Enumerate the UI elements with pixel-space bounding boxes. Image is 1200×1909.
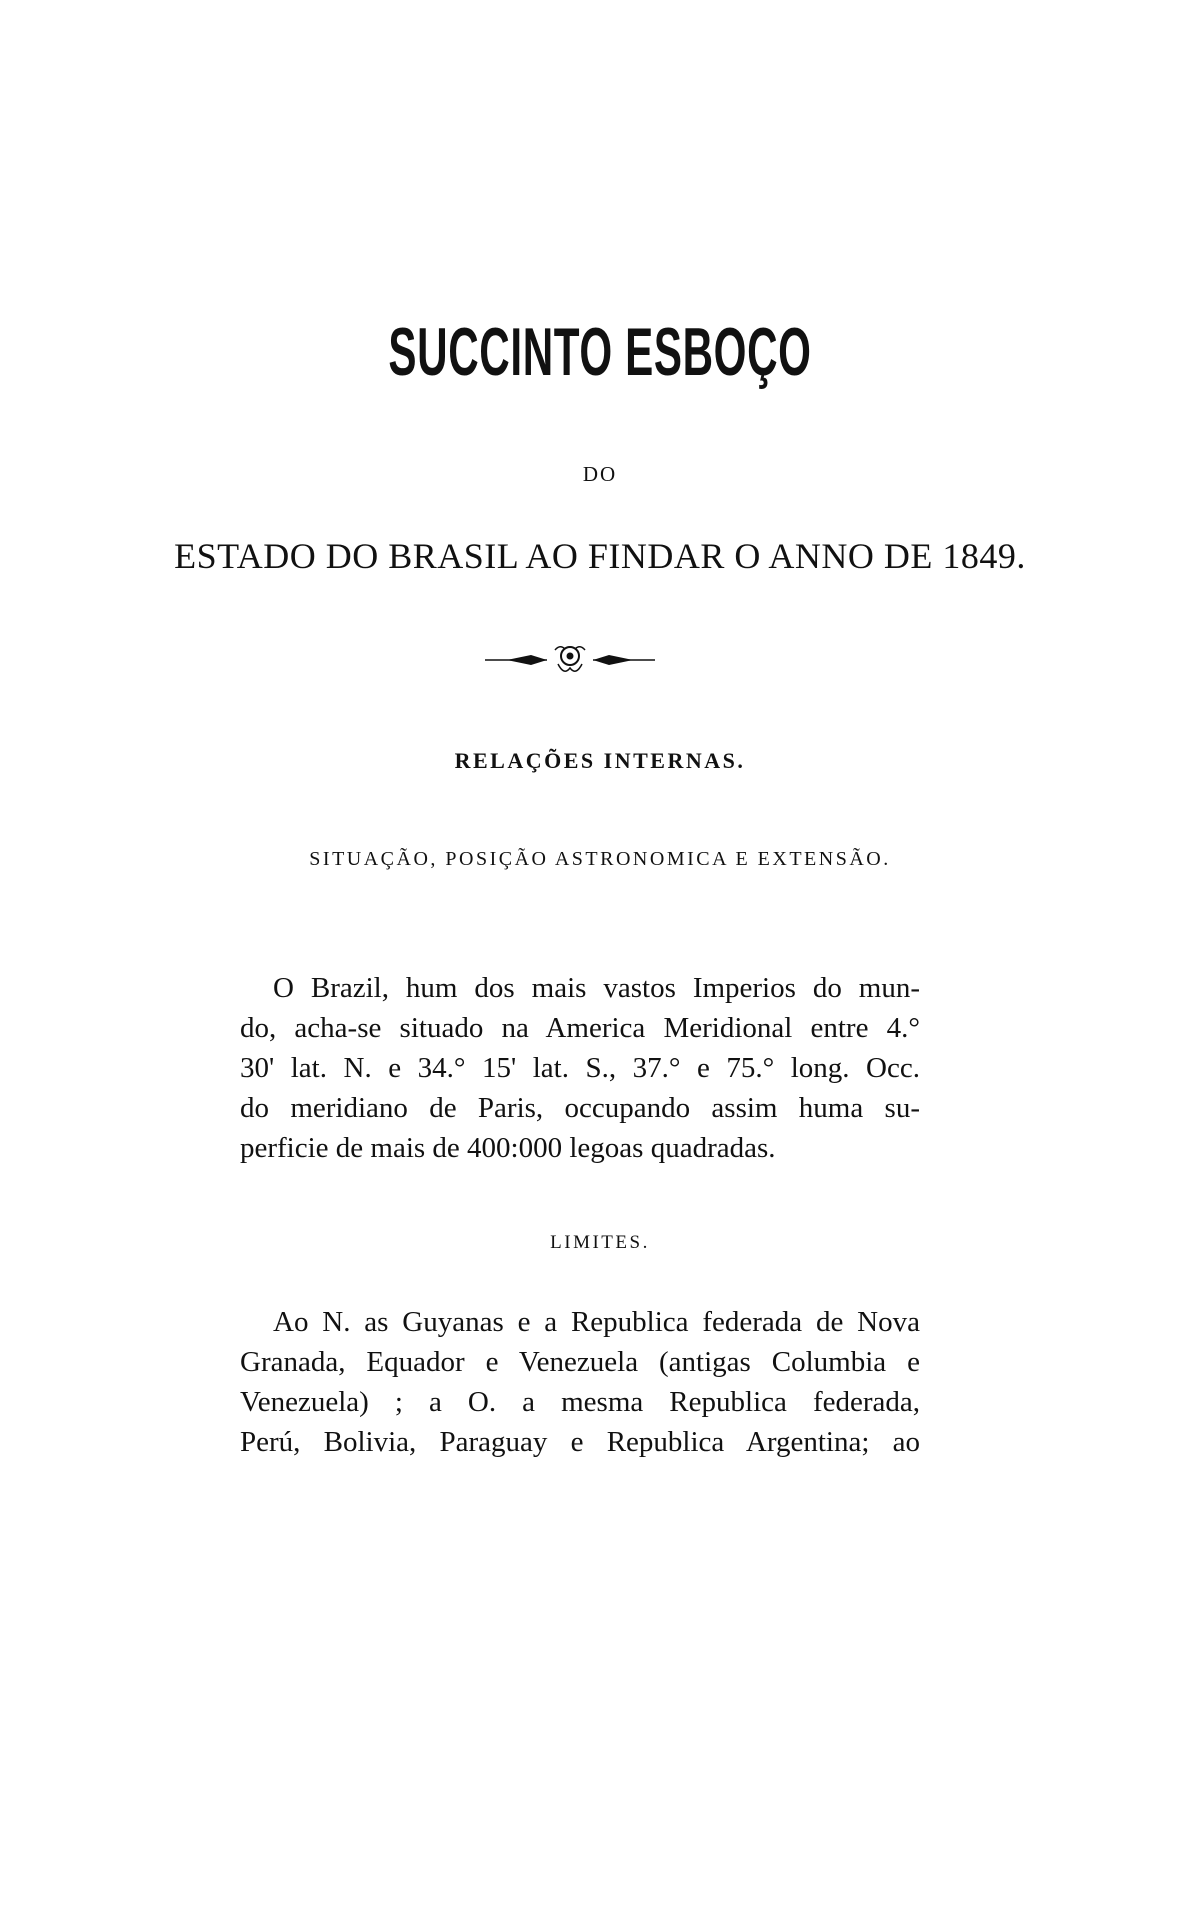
text-line: do, acha-se situado na America Meridional entre 4.°	[240, 1012, 920, 1044]
paragraph-situacao	[240, 968, 920, 1168]
text-line: do meridiano de Paris, occupando assim huma su-	[240, 1092, 920, 1124]
text-line: Perú, Bolivia, Paraguay e Republica Argentina; ao	[240, 1426, 920, 1458]
page-title: SUCCINTO ESBOÇO	[388, 314, 812, 390]
section-heading-limites: LIMITES.	[550, 1232, 650, 1253]
paragraph-limites	[240, 1302, 920, 1462]
text-line: O Brazil, hum dos mais vastos Imperios do mun-	[273, 972, 920, 1004]
subsection-heading-situacao: SITUAÇÃO, POSIÇÃO ASTRONOMICA E EXTENSÃO.	[309, 848, 891, 870]
fleuron-ornament-icon	[485, 640, 655, 680]
text-line: Ao N. as Guyanas e a Republica federada de Nova	[273, 1306, 920, 1338]
page-subtitle: ESTADO DO BRASIL AO FINDAR O ANNO DE 1849.	[174, 536, 1026, 576]
text-line: Granada, Equador e Venezuela (antigas Columbia e	[240, 1346, 920, 1378]
text-line: 30' lat. N. e 34.° 15' lat. S., 37.° e 75.° long. Occ.	[240, 1052, 920, 1084]
section-heading-relacoes: RELAÇÕES INTERNAS.	[454, 748, 746, 773]
text-line: Venezuela) ; a O. a mesma Republica federada,	[240, 1386, 920, 1418]
text-line: perficie de mais de 400:000 legoas quadradas.	[240, 1132, 776, 1164]
title-connector: DO	[582, 462, 618, 486]
